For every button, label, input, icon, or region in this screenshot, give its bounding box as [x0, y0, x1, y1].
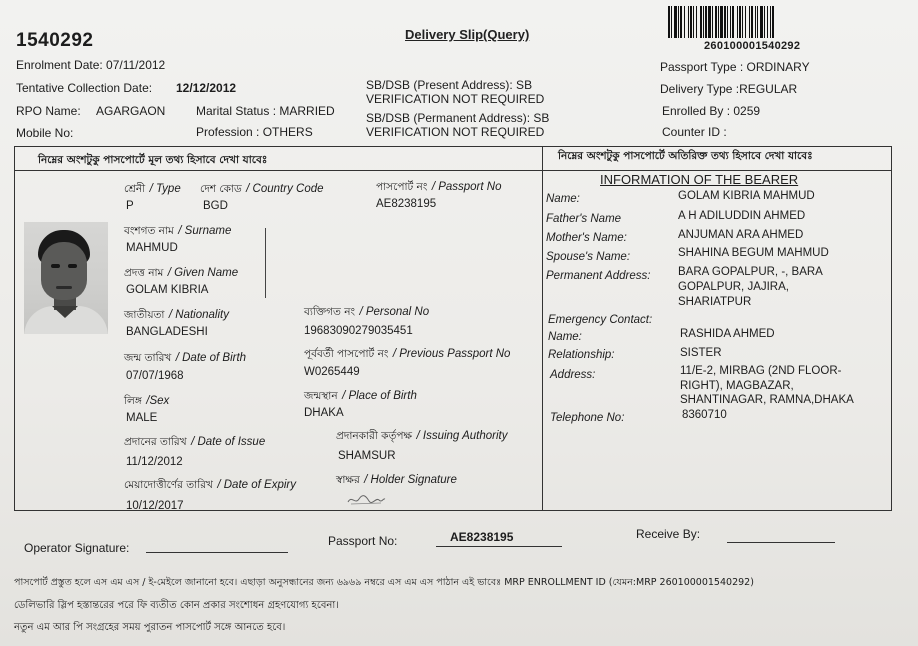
relationship-label: Relationship: — [548, 349, 615, 361]
place-of-birth-label: জন্মস্থান / Place of Birth — [304, 390, 417, 402]
tentative-collection-label: Tentative Collection Date: — [16, 81, 153, 95]
mother-name-label: Mother's Name: — [546, 232, 627, 244]
country-code-value: BGD — [203, 200, 228, 212]
permanent-address-line1: BARA GOPALPUR, -, BARA — [678, 266, 823, 278]
left-panel-heading: নিম্নের অংশটুকু পাসপোর্টে মূল তথ্য হিসাবে দেখা যাবেঃ — [38, 154, 268, 166]
rpo-name-value: AGARGAON — [96, 104, 166, 118]
place-of-birth-value: DHAKA — [304, 407, 344, 419]
bearer-photo — [24, 222, 108, 334]
operator-signature-line — [146, 552, 288, 553]
permanent-address-verification-2: VERIFICATION NOT REQUIRED — [366, 125, 545, 139]
mother-name-value: ANJUMAN ARA AHMED — [678, 229, 804, 241]
emergency-address-line3: SHANTINAGAR, RAMNA,DHAKA — [680, 394, 854, 406]
previous-passport-label: পূর্ববর্তী পাসপোর্ট নং / Previous Passport No — [304, 348, 511, 360]
permanent-address-verification-1: SB/DSB (Permanent Address): SB — [366, 111, 550, 125]
permanent-address-label: Permanent Address: — [546, 270, 651, 282]
holder-signature-scribble — [346, 491, 386, 507]
holder-signature-label: স্বাক্ষর / Holder Signature — [336, 474, 457, 486]
passport-type: Passport Type : ORDINARY — [660, 60, 810, 74]
document-title: Delivery Slip(Query) — [405, 27, 530, 42]
father-name-label: Father's Name — [546, 213, 622, 225]
bearer-name-value: GOLAM KIBRIA MAHMUD — [678, 190, 815, 202]
delivery-type: Delivery Type :REGULAR — [660, 82, 798, 96]
bearer-info-title: INFORMATION OF THE BEARER — [600, 172, 799, 187]
sex-value: MALE — [126, 412, 158, 424]
enrolment-date: Enrolment Date: 07/11/2012 — [16, 58, 166, 72]
sex-label: লিঙ্গ /Sex — [124, 395, 170, 407]
telephone-label: Telephone No: — [550, 412, 625, 424]
panel-divider-vertical — [542, 146, 543, 511]
passport-no-value: AE8238195 — [376, 198, 437, 210]
footer-note-2: ডেলিভারি স্লিপ হস্তান্তরের পরে ফি ব্যতীত কোন প্রকার সংশোধন গ্রহণযোগ্য হবেনা। — [14, 600, 339, 611]
right-panel-heading: নিম্নের অংশটুকু পাসপোর্টে অতিরিক্ত তথ্য হিসাবে দেখা যাবেঃ — [558, 150, 813, 162]
bearer-name-label: Name: — [546, 193, 580, 205]
issuing-authority-value: SHAMSUR — [338, 450, 396, 462]
date-of-expiry-value: 10/12/2017 — [126, 500, 184, 512]
passport-no-footer-value: AE8238195 — [450, 530, 514, 544]
barcode-number: 260100001540292 — [704, 40, 801, 52]
spouse-name-value: SHAHINA BEGUM MAHMUD — [678, 247, 829, 259]
emergency-address-label: Address: — [550, 369, 596, 381]
profession: Profession : OTHERS — [196, 125, 313, 139]
surname-value: MAHMUD — [126, 242, 178, 254]
date-of-birth-value: 07/07/1968 — [126, 370, 184, 382]
permanent-address-line3: SHARIATPUR — [678, 296, 752, 308]
footer-note-1: পাসপোর্ট প্রস্তুত হলে এস এম এস / ই-মেইলে জানানো হবে। এছাড়া অনুসন্ধানের জন্য ৬৯৬৯ নম্বরে এস এম এস পাঠান এই ভাবেঃ MRP ENROLLMENT ID (যেমন:MRP 260100001540292) — [14, 577, 754, 588]
father-name-value: A H ADILUDDIN AHMED — [678, 210, 806, 222]
tentative-collection-value: 12/12/2012 — [176, 81, 237, 95]
date-of-issue-value: 11/12/2012 — [126, 456, 183, 468]
date-of-expiry-label: মেয়াদোত্তীর্ণের তারিখ / Date of Expiry — [124, 479, 296, 491]
counter-id: Counter ID : — [662, 125, 727, 139]
emergency-contact-label: Emergency Contact: — [548, 314, 653, 326]
emergency-name-label: Name: — [548, 331, 582, 343]
passport-no-footer-label: Passport No: — [328, 534, 398, 548]
receive-by-label: Receive By: — [636, 527, 701, 541]
barcode-bar — [774, 6, 775, 38]
personal-no-label: ব্যক্তিগত নং / Personal No — [304, 306, 430, 318]
spouse-name-label: Spouse's Name: — [546, 251, 631, 263]
relationship-value: SISTER — [680, 347, 722, 359]
panel-divider-horizontal — [14, 170, 892, 171]
emergency-address-line1: 11/E-2, MIRBAG (2ND FLOOR- — [680, 365, 842, 377]
given-name-label: প্রদত্ত নাম / Given Name — [124, 267, 239, 279]
present-address-verification-1: SB/DSB (Present Address): SB — [366, 78, 533, 92]
emergency-address-line2: RIGHT), MAGBAZAR, — [680, 380, 794, 392]
telephone-value: 8360710 — [682, 409, 727, 421]
separator-line — [265, 228, 266, 298]
present-address-verification-2: VERIFICATION NOT REQUIRED — [366, 92, 545, 106]
footer-note-3: নতুন এম আর পি সংগ্রহের সময় পুরাতন পাসপোর্ট সঙ্গে আনতে হবে। — [14, 622, 286, 633]
barcode-graphic — [668, 6, 894, 38]
nationality-value: BANGLADESHI — [126, 326, 208, 338]
receive-by-line — [727, 542, 835, 543]
marital-status: Marital Status : MARRIED — [196, 104, 335, 118]
personal-no-value: 19683090279035451 — [304, 325, 413, 337]
issuing-authority-label: প্রদানকারী কর্তৃপক্ষ / Issuing Authority — [336, 430, 508, 442]
enrolled-by: Enrolled By : 0259 — [662, 104, 761, 118]
rpo-name-label: RPO Name: — [16, 104, 81, 118]
given-name-value: GOLAM KIBRIA — [126, 284, 209, 296]
emergency-name-value: RASHIDA AHMED — [680, 328, 775, 340]
date-of-issue-label: প্রদানের তারিখ / Date of Issue — [124, 436, 266, 448]
type-label: শ্রেনী / Type — [124, 183, 181, 195]
slip-number: 1540292 — [16, 30, 94, 51]
type-value: P — [126, 200, 134, 212]
permanent-address-line2: GOPALPUR, JAJIRA, — [678, 281, 789, 293]
country-code-label: দেশ কোড / Country Code — [200, 183, 324, 195]
date-of-birth-label: জন্ম তারিখ / Date of Birth — [124, 352, 247, 364]
passport-no-label: পাসপোর্ট নং / Passport No — [376, 181, 502, 193]
operator-signature-label: Operator Signature: — [24, 541, 130, 555]
passport-no-underline — [436, 546, 562, 547]
surname-label: বংশগত নাম / Surname — [124, 225, 232, 237]
nationality-label: জাতীয়তা / Nationality — [124, 309, 229, 321]
previous-passport-value: W0265449 — [304, 366, 360, 378]
mobile-label: Mobile No: — [16, 126, 74, 140]
